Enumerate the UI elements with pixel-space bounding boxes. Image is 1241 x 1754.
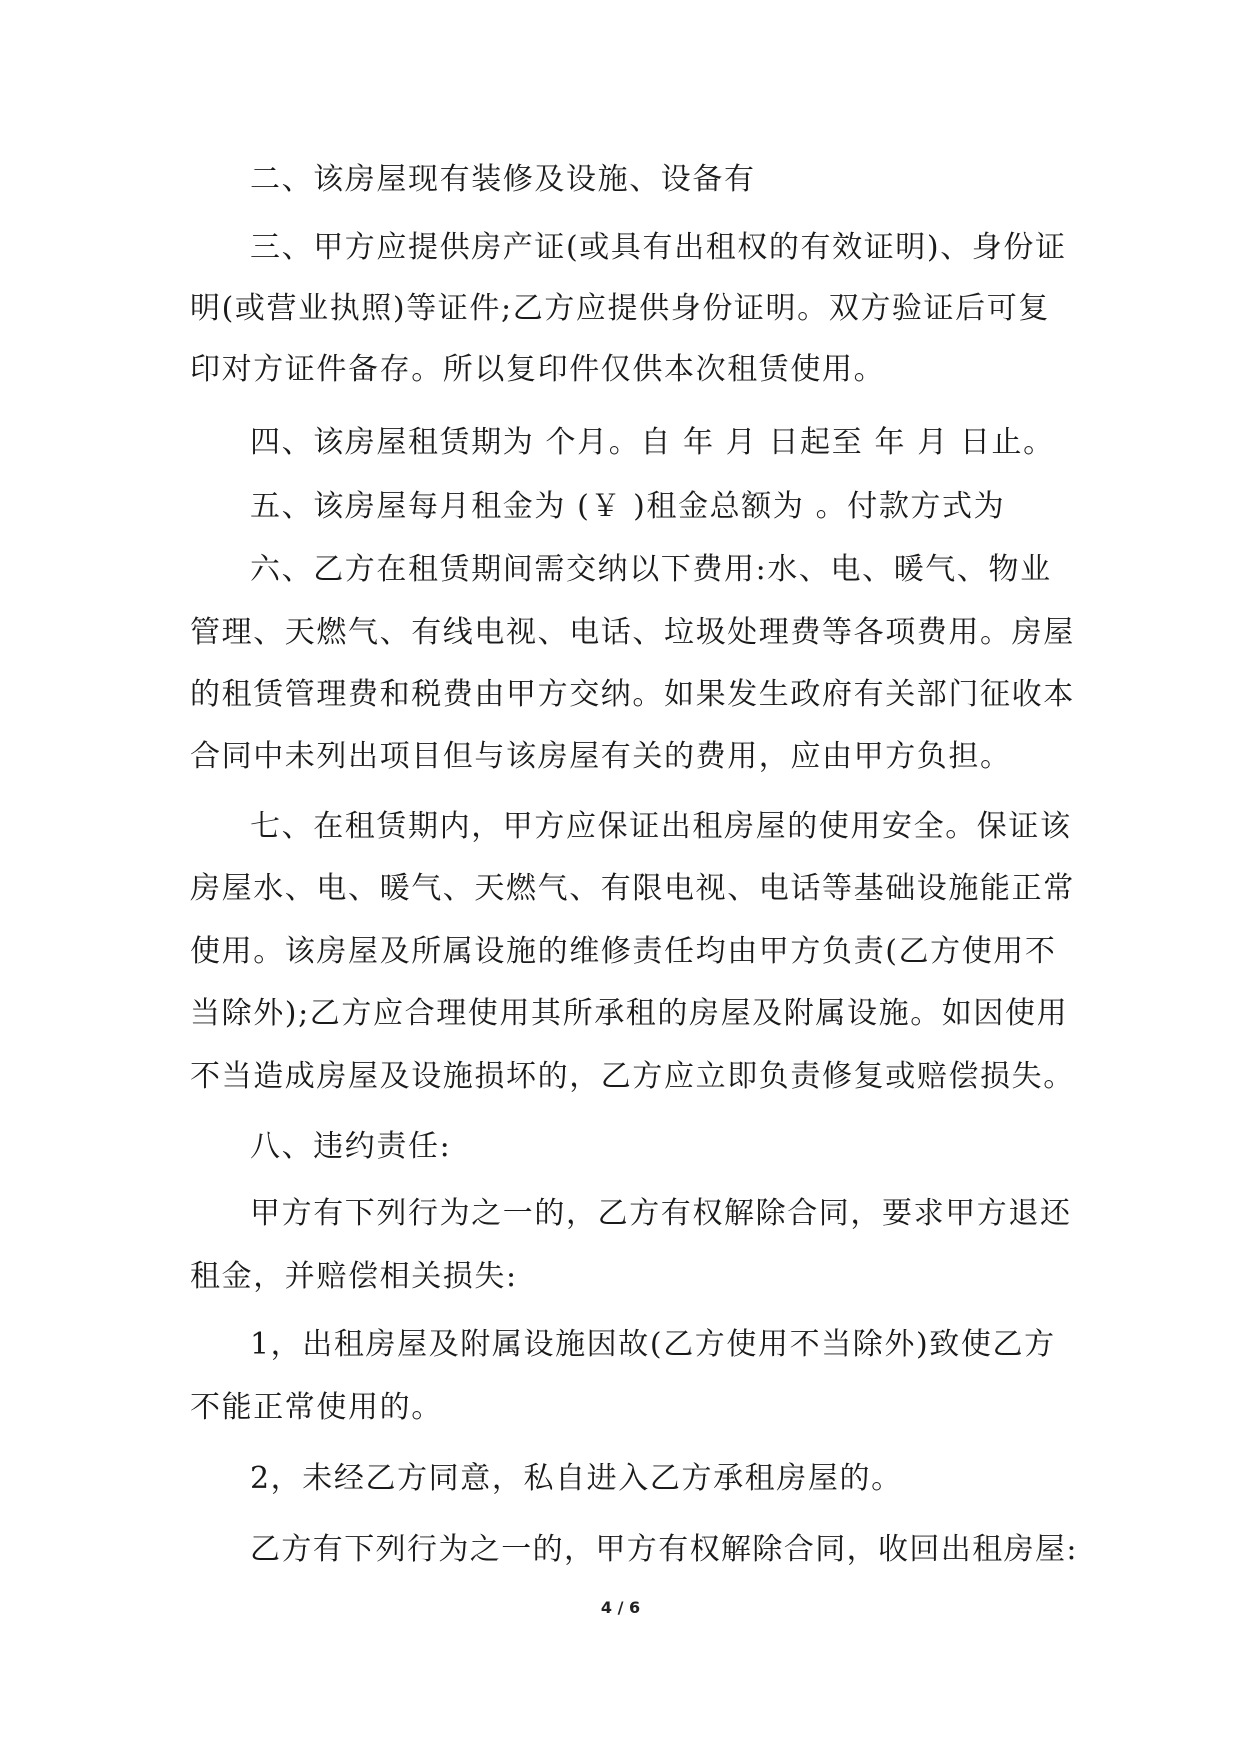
paragraph-line: 二、该房屋现有装修及设施、设备有 bbox=[250, 162, 756, 197]
paragraph-line: 1，出租房屋及附属设施因故(乙方使用不当除外)致使乙方 bbox=[250, 1327, 1056, 1362]
paragraph-line: 明(或营业执照)等证件;乙方应提供身份证明。双方验证后可复 bbox=[190, 291, 1050, 326]
paragraph-line: 不当造成房屋及设施损坏的，乙方应立即负责修复或赔偿损失。 bbox=[190, 1059, 1075, 1094]
paragraph-line: 合同中未列出项目但与该房屋有关的费用，应由甲方负担。 bbox=[190, 739, 1012, 774]
paragraph-line: 当除外);乙方应合理使用其所承租的房屋及附属设施。如因使用 bbox=[190, 996, 1069, 1031]
paragraph-line: 甲方有下列行为之一的，乙方有权解除合同，要求甲方退还 bbox=[250, 1196, 1072, 1231]
paragraph-line: 八、违约责任: bbox=[250, 1129, 452, 1164]
paragraph-line: 管理、天燃气、有线电视、电话、垃圾处理费等各项费用。房屋 bbox=[190, 615, 1075, 650]
paragraph-line: 五、该房屋每月租金为 (￥ )租金总额为 。付款方式为 bbox=[250, 489, 1006, 524]
paragraph-line: 的租赁管理费和税费由甲方交纳。如果发生政府有关部门征收本 bbox=[190, 677, 1075, 712]
paragraph-line: 印对方证件备存。所以复印件仅供本次租赁使用。 bbox=[190, 352, 886, 387]
paragraph-line: 房屋水、电、暖气、天燃气、有限电视、电话等基础设施能正常 bbox=[190, 871, 1075, 906]
paragraph-line: 六、乙方在租赁期间需交纳以下费用:水、电、暖气、物业 bbox=[250, 552, 1052, 587]
paragraph-line: 使用。该房屋及所属设施的维修责任均由甲方负责(乙方使用不 bbox=[190, 934, 1057, 969]
paragraph-line: 七、在租赁期内，甲方应保证出租房屋的使用安全。保证该 bbox=[250, 809, 1072, 844]
paragraph-line: 四、该房屋租赁期为 个月。自 年 月 日起至 年 月 日止。 bbox=[250, 425, 1055, 460]
paragraph-line: 三、甲方应提供房产证(或具有出租权的有效证明)、身份证 bbox=[250, 230, 1067, 265]
paragraph-line: 不能正常使用的。 bbox=[190, 1390, 443, 1425]
paragraph-line: 租金，并赔偿相关损失: bbox=[190, 1259, 518, 1294]
paragraph-line: 乙方有下列行为之一的，甲方有权解除合同，收回出租房屋: bbox=[250, 1532, 1078, 1567]
page-number: 4 / 6 bbox=[600, 1598, 641, 1617]
paragraph-line: 2，未经乙方同意，私自进入乙方承租房屋的。 bbox=[250, 1461, 903, 1496]
